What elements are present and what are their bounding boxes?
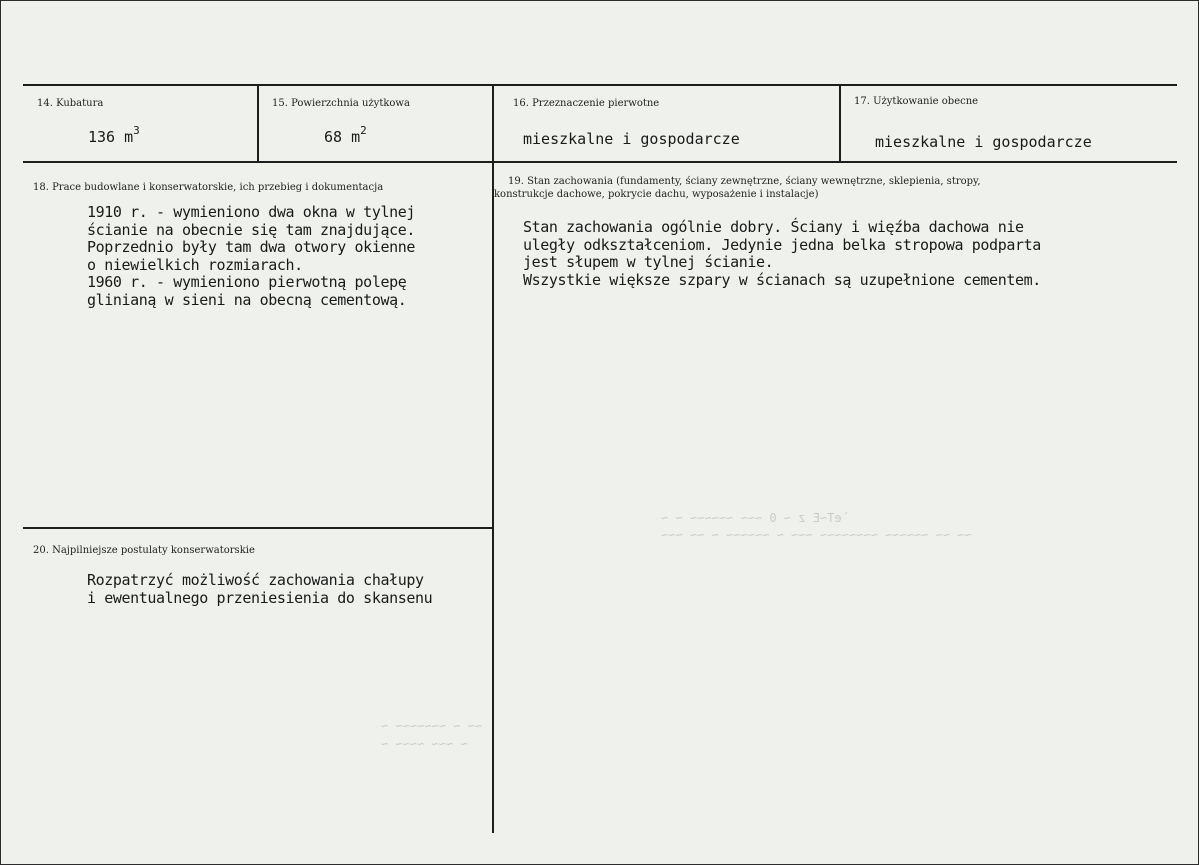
show-through: `eT~E z ~ 0 ~~~ ~~~~~~ ~ ~ <box>661 511 849 525</box>
show-through: ~~ ~~ ~~~~~~ ~~~~~~~~ ~~~ ~ ~~~~~~ ~ ~~ ~~~ <box>661 528 972 542</box>
field-label-uzytkowanie: 17. Użytkowanie obecne <box>854 96 979 107</box>
prace-line: 1960 r. - wymieniono pierwotną polepę <box>87 273 407 291</box>
prace-line: o niewielkich rozmiarach. <box>87 255 303 274</box>
stan-line: uległy odkształceniom. Jedynie jedna belka stropowa podparta <box>523 235 1041 254</box>
stan-line: jest słupem w tylnej ścianie. <box>523 253 774 271</box>
field-value-powierzchnia <box>324 126 367 146</box>
show-through: ~~ ~ ~~~~~~~ ~ <box>381 719 483 733</box>
col-divider-3 <box>839 85 841 161</box>
field-label-kubatura: 14. Kubatura <box>37 98 104 109</box>
stan-label-line: 19. Stan zachowania (fundamenty, ściany zewnętrzne, ściany wewnętrzne, sklepienia, stropy, <box>508 176 981 187</box>
powierzchnia-unit-exponent: 2 <box>360 124 367 137</box>
stan-line: Wszystkie większe szpary w ścianach są uzupełnione cementem. <box>523 270 1041 289</box>
show-through: ~ ~~~ ~~~~ ~ <box>381 737 468 751</box>
kubatura-unit-exponent: 3 <box>133 124 140 137</box>
field-value-uzytkowanie: mieszkalne i gospodarcze <box>875 133 1092 151</box>
row-divider <box>23 161 1177 163</box>
prace-line: Poprzednio były tam dwa otwory okienne <box>87 238 415 256</box>
field-label-przeznaczenie: 16. Przeznaczenie pierwotne <box>513 98 660 109</box>
field-value-stan <box>523 219 1041 289</box>
field-label-powierzchnia: 15. Powierzchnia użytkowa <box>272 98 410 109</box>
field-label-postulaty: 20. Najpilniejsze postulaty konserwatorskie <box>33 545 255 556</box>
kubatura-value: 136 m <box>88 128 134 146</box>
stan-label-line: konstrukcje dachowe, pokrycie dachu, wyposażenie i instalacje) <box>494 189 819 200</box>
stan-line: Stan zachowania ogólnie dobry. Ściany i więźba dachowa nie <box>523 218 1024 236</box>
field-label-stan <box>494 175 981 201</box>
field-label-prace: 18. Prace budowlane i konserwatorskie, ich przebieg i dokumentacja <box>33 182 384 193</box>
postulaty-line: i ewentualnego przeniesienia do skansenu <box>87 588 433 607</box>
prace-line: ścianie na obecnie się tam znajdujące. <box>87 220 415 239</box>
field-value-kubatura <box>88 126 140 146</box>
section-20-rule <box>23 527 493 529</box>
prace-line: 1910 r. - wymieniono dwa okna w tylnej <box>87 203 415 221</box>
postulaty-line: Rozpatrzyć możliwość zachowania chałupy <box>87 571 424 589</box>
field-value-postulaty <box>87 572 432 607</box>
col-divider-1 <box>257 85 259 161</box>
field-value-prace <box>87 204 415 309</box>
powierzchnia-value: 68 m <box>324 128 361 146</box>
prace-line: glinianą w sieni na obecną cementową. <box>87 290 407 309</box>
top-rule <box>23 84 1177 86</box>
field-value-przeznaczenie: mieszkalne i gospodarcze <box>523 130 740 148</box>
